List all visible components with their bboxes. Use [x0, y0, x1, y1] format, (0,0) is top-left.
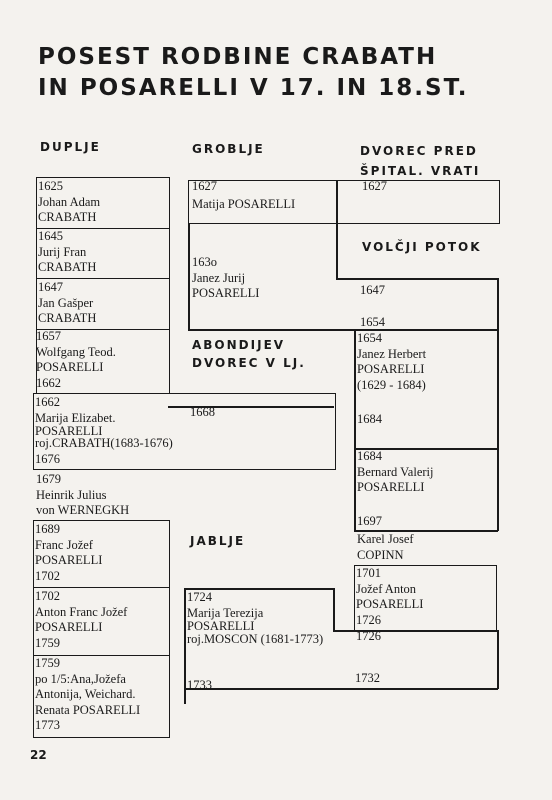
header-volcji-potok: VOLČJI POTOK	[362, 240, 482, 254]
page-title	[38, 42, 469, 104]
entry-name: Johan Adam	[38, 194, 101, 209]
entry-family: POSARELLI	[187, 619, 255, 633]
entry-1654	[357, 331, 426, 428]
entry-name: Janez Herbert	[357, 346, 427, 361]
right-col-left-line	[354, 329, 356, 531]
entry-family: POSARELLI	[35, 553, 103, 567]
entry-year: 1647	[38, 280, 63, 294]
entry-year: 163o	[192, 255, 217, 269]
page-number: 22	[30, 748, 47, 762]
entry-name: Jan Gašper	[38, 295, 94, 310]
entry-year: 1701	[356, 566, 381, 580]
entry-heirs: Antonija, Weichard.	[35, 687, 136, 701]
entry-name: Matija POSARELLI	[192, 197, 296, 211]
entry-year: 1625	[38, 179, 63, 193]
header-dvorec-pred-2: ŠPITAL. VRATI	[360, 164, 481, 178]
entry-family: CRABATH	[38, 311, 97, 325]
dvorec-pred-year: 1627	[362, 179, 387, 193]
entry-1701	[356, 566, 423, 628]
entry-1647	[38, 280, 96, 327]
header-jablje: JABLJE	[190, 534, 246, 548]
entry-family: POSARELLI	[36, 360, 104, 374]
entry-end-year: 1676	[35, 451, 60, 466]
entry-end-year: 1773	[35, 718, 60, 732]
entry-family: CRABATH	[38, 260, 97, 274]
entry-end-year: 1697	[357, 513, 382, 528]
entry-year: 1657	[36, 329, 61, 343]
entry-family: POSARELLI	[35, 620, 103, 634]
entry-name: Jožef Anton	[356, 581, 417, 596]
entry-groblje-1627	[192, 181, 295, 213]
entry-end-year: 1759	[35, 635, 60, 650]
header-dvorec-pred-1: DVOREC PRED	[360, 144, 478, 158]
entry-name: Janez Jurij	[192, 270, 246, 285]
title-line-2: IN POSARELLI V 17. IN 18.ST.	[38, 75, 469, 101]
entry-groblje-163o	[192, 255, 259, 302]
entry-name: Jurij Fran	[38, 244, 87, 259]
jablje-year-1732: 1732	[355, 671, 380, 685]
entry-maiden-name: roj.CRABATH(1683-1676)	[35, 436, 173, 450]
entry-year: 1662	[35, 395, 60, 409]
jablje-right-line	[497, 630, 499, 689]
entry-1662	[35, 395, 173, 467]
entry-year: 1654	[357, 331, 382, 345]
entry-heirs: Renata POSARELLI	[35, 702, 141, 717]
entry-name: Heinrik Julius	[36, 487, 107, 502]
jablje-bottom-line	[184, 688, 498, 690]
entry-end-year: 1726	[356, 612, 381, 627]
entry-year: 1679	[36, 472, 61, 486]
entry-1625	[38, 179, 100, 226]
entry-end-year: 1662	[36, 375, 61, 390]
entry-family: POSARELLI	[192, 286, 260, 300]
header-abondijev-2: DVOREC V LJ.	[192, 356, 306, 370]
jablje-left-line	[184, 588, 186, 704]
entry-name: Anton Franc Jožef	[35, 604, 128, 619]
entry-name: Bernard Valerij	[357, 464, 434, 479]
entry-karel-josef	[357, 532, 414, 563]
year-1668: 1668	[190, 405, 215, 419]
entry-1724	[187, 590, 323, 648]
entry-heirs: po 1/5:Ana,Jožefa	[35, 671, 126, 686]
volcji-top-line	[336, 278, 498, 280]
right-col-line	[497, 278, 499, 531]
entry-family: COPINN	[357, 547, 404, 562]
entry-family: POSARELLI	[357, 480, 425, 494]
entry-name: Wolfgang Teod.	[36, 344, 116, 359]
entry-year: 1645	[38, 229, 63, 243]
entry-end-year: 1684	[357, 412, 382, 426]
header-duplje: DUPLJE	[40, 140, 101, 154]
entry-year: 1702	[35, 589, 60, 603]
header-groblje: GROBLJE	[192, 142, 265, 156]
entry-1657	[36, 329, 116, 391]
entry-family: von WERNEGKH	[36, 503, 130, 517]
groblje-left-line	[188, 223, 190, 331]
volcji-year-1654: 1654	[360, 315, 385, 329]
entry-family: POSARELLI	[35, 424, 103, 438]
entry-family: POSARELLI	[357, 362, 425, 376]
entry-1679	[36, 472, 129, 519]
entry-year: 1684	[357, 449, 382, 463]
line-1654	[188, 329, 498, 331]
volcji-year-1647: 1647	[360, 283, 385, 297]
entry-family: CRABATH	[38, 210, 97, 224]
divider-groblje	[336, 180, 338, 279]
entry-name: Marija Terezija	[187, 605, 264, 620]
entry-1684	[357, 449, 433, 529]
entry-year: 1627	[192, 179, 217, 193]
header-abondijev-1: ABONDIJEV	[192, 338, 286, 352]
entry-maiden-name: roj.MOSCON (1681-1773)	[187, 632, 324, 646]
jablje-mid-line	[333, 588, 335, 631]
entry-year: 1724	[187, 590, 212, 604]
entry-name: Karel Josef	[357, 532, 414, 546]
entry-year: 1759	[35, 656, 60, 670]
title-line-1: POSEST RODBINE CRABATH	[38, 44, 438, 70]
entry-name: Franc Jožef	[35, 537, 93, 552]
entry-1689	[35, 522, 102, 584]
entry-1645	[38, 229, 96, 276]
entry-lifespan: (1629 - 1684)	[357, 377, 426, 392]
entry-name: Marija Elizabet.	[35, 410, 116, 425]
entry-1759	[35, 656, 140, 734]
jablje-year-1733: 1733	[187, 678, 212, 692]
entry-family: POSARELLI	[356, 597, 424, 611]
entry-end-year: 1702	[35, 568, 60, 583]
jablje-year-1726: 1726	[356, 629, 381, 643]
entry-1702	[35, 589, 127, 651]
entry-year: 1689	[35, 522, 60, 536]
